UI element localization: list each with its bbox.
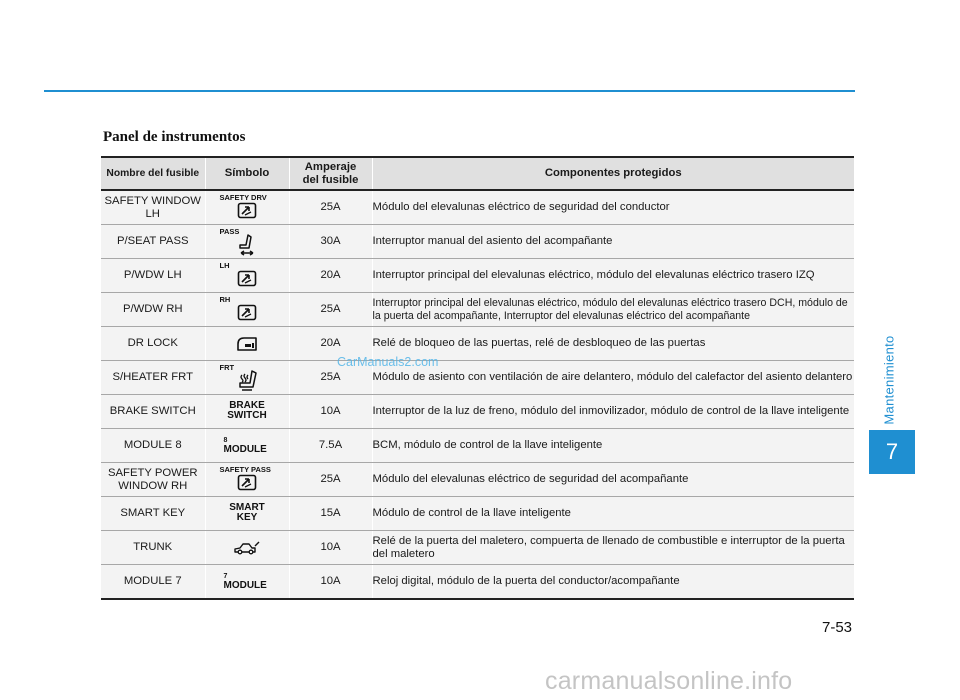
symbol-label: FRT [219, 363, 235, 372]
side-label-text: Mantenimiento [881, 335, 897, 425]
fuse-components: Interruptor de la luz de freno, módulo del inmovilizador, módulo de control de la llave inteligente [372, 395, 854, 429]
fuse-components: BCM, módulo de control de la llave inteligente [372, 429, 854, 463]
fuse-amperage: 10A [289, 565, 372, 600]
fuse-symbol [205, 327, 289, 361]
fuse-name: MODULE 8 [101, 429, 205, 463]
footer-watermark: carmanualsonline.info [545, 667, 793, 695]
table-header-row [101, 157, 854, 190]
symbol-word: MODULE [223, 580, 267, 591]
symbol-text [224, 572, 267, 591]
table-row [101, 259, 854, 293]
fuse-amperage: 20A [289, 259, 372, 293]
fuse-components: Relé de la puerta del maletero, compuerta de llenado de combustible e interruptor de la puerta del maletero [372, 531, 854, 565]
fuse-amperage: 20A [289, 327, 372, 361]
header-symbol: Símbolo [205, 157, 289, 190]
header-fuse-name: Nombre del fusible [101, 157, 205, 190]
fuse-components: Reloj digital, módulo de la puerta del conductor/acompañante [372, 565, 854, 600]
table-row [101, 190, 854, 225]
top-rule [44, 90, 855, 92]
fuse-symbol [205, 463, 289, 497]
fuse-amperage: 10A [289, 531, 372, 565]
symbol-label: SAFETY PASS [219, 465, 271, 474]
table-row [101, 327, 854, 361]
fuse-symbol [205, 565, 289, 600]
symbol-label: RH [219, 295, 231, 304]
fuse-name: DR LOCK [101, 327, 205, 361]
window-switch-icon [237, 202, 257, 219]
symbol-label: LH [219, 261, 230, 270]
symbol-text-line1: BRAKE [229, 400, 265, 411]
fuse-components: Interruptor manual del asiento del acompañante [372, 225, 854, 259]
table-row [101, 395, 854, 429]
seat-heater-icon [236, 370, 258, 392]
symbol-text [229, 503, 265, 523]
fuse-components: Módulo del elevalunas eléctrico de seguridad del conductor [372, 190, 854, 225]
fuse-name: BRAKE SWITCH [101, 395, 205, 429]
symbol-text-line1: SMART [229, 502, 265, 513]
fuse-symbol [205, 429, 289, 463]
fuse-name: P/WDW LH [101, 259, 205, 293]
symbol-text-line2: KEY [236, 512, 258, 523]
table-row [101, 463, 854, 497]
table-row [101, 531, 854, 565]
fuse-name: TRUNK [101, 531, 205, 565]
window-switch-icon [237, 270, 257, 287]
fuse-table [101, 156, 854, 600]
symbol-text [224, 436, 267, 455]
fuse-amperage: 30A [289, 225, 372, 259]
header-components: Componentes protegidos [372, 157, 854, 190]
fuse-symbol [205, 190, 289, 225]
power-seat-icon [236, 234, 258, 256]
fuse-name: SAFETY POWER WINDOW RH [101, 463, 205, 497]
fuse-symbol [205, 259, 289, 293]
fuse-symbol [205, 395, 289, 429]
fuse-components: Relé de bloqueo de las puertas, relé de desbloqueo de las puertas [372, 327, 854, 361]
trunk-icon [234, 541, 260, 555]
fuse-components: Módulo de control de la llave inteligente [372, 497, 854, 531]
fuse-amperage: 25A [289, 293, 372, 327]
table-row [101, 225, 854, 259]
table-row [101, 293, 854, 327]
symbol-number: 8 [223, 437, 228, 444]
table-row [101, 361, 854, 395]
fuse-components: Interruptor principal del elevalunas eléctrico, módulo del elevalunas eléctrico trasero IZQ [372, 259, 854, 293]
fuse-amperage: 25A [289, 361, 372, 395]
side-label [864, 335, 914, 425]
page-number: 7-53 [822, 619, 853, 636]
fuse-amperage: 15A [289, 497, 372, 531]
header-amperage-line2: del fusible [302, 173, 359, 186]
fuse-symbol [205, 361, 289, 395]
fuse-name: S/HEATER FRT [101, 361, 205, 395]
watermark: CarManuals2.com [337, 355, 439, 369]
window-switch-icon [237, 304, 257, 321]
fuse-symbol [205, 531, 289, 565]
fuse-name: P/SEAT PASS [101, 225, 205, 259]
symbol-number: 7 [223, 573, 228, 580]
fuse-name: SMART KEY [101, 497, 205, 531]
header-amperage [289, 157, 372, 190]
fuse-components: Interruptor principal del elevalunas eléctrico, módulo del elevalunas eléctrico trasero DCH, módulo de la puerta del acompañante, Interruptor del elevalunas eléctrico del acompañante [372, 293, 854, 327]
fuse-symbol [205, 293, 289, 327]
table-row [101, 565, 854, 600]
fuse-symbol [205, 225, 289, 259]
window-switch-icon [237, 474, 257, 491]
fuse-symbol [205, 497, 289, 531]
symbol-label: SAFETY DRV [219, 193, 267, 202]
fuse-name: MODULE 7 [101, 565, 205, 600]
fuse-name: SAFETY WINDOW LH [101, 190, 205, 225]
fuse-amperage: 25A [289, 463, 372, 497]
fuse-components: Módulo del elevalunas eléctrico de seguridad del acompañante [372, 463, 854, 497]
chapter-tab: 7 [869, 430, 915, 474]
table-row [101, 497, 854, 531]
symbol-label: PASS [219, 227, 240, 236]
table-row [101, 429, 854, 463]
fuse-name: P/WDW RH [101, 293, 205, 327]
symbol-text-line2: SWITCH [227, 410, 267, 421]
fuse-amperage: 25A [289, 190, 372, 225]
door-lock-icon [236, 336, 258, 352]
fuse-amperage: 7.5A [289, 429, 372, 463]
symbol-text [227, 401, 266, 421]
fuse-amperage: 10A [289, 395, 372, 429]
header-amperage-line1: Amperaje [304, 160, 357, 173]
section-title: Panel de instrumentos [103, 129, 246, 145]
fuse-components: Módulo de asiento con ventilación de aire delantero, módulo del calefactor del asiento delantero [372, 361, 854, 395]
symbol-word: MODULE [223, 444, 267, 455]
